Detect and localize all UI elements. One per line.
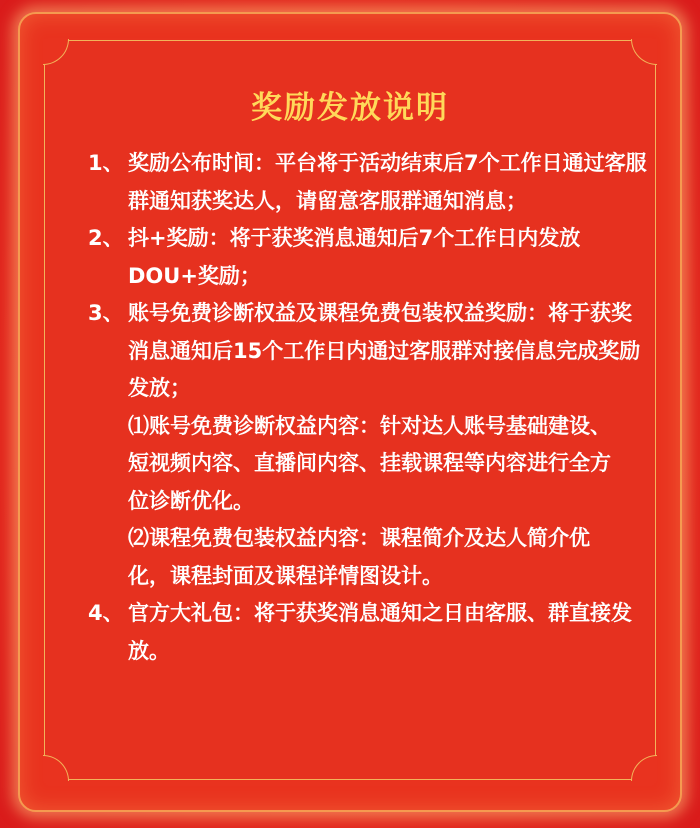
list-item [88,145,648,220]
list-item [88,595,648,670]
item-number: 1、 [88,151,124,175]
item-number: 3、 [88,301,124,325]
list-item [88,295,648,408]
item-text: 账号免费诊断权益及课程免费包装权益奖励：将于获奖消息通知后15个工作日内通过客服群对接信息完成奖励发放； [128,301,641,400]
sub-item: ⑵课程免费包装权益内容：课程简介及达人简介优化，课程封面及课程详情图设计。 [128,526,590,588]
list-item [88,220,648,295]
item-text: 奖励公布时间：平台将于活动结束后7个工作日通过客服群通知获奖达人，请留意客服群通知消息； [128,151,647,213]
corner-notch [631,39,657,65]
item-number: 2、 [88,226,124,250]
item-text: 抖+奖励：将于获奖消息通知后7个工作日内发放DOU+奖励； [128,226,581,288]
item-number: 4、 [88,601,124,625]
corner-notch [631,755,657,781]
sub-item: ⑴账号免费诊断权益内容：针对达人账号基础建设、短视频内容、直播间内容、挂载课程等内容进行全方位诊断优化。 [128,413,611,513]
corner-notch [43,755,69,781]
item-text: 官方大礼包：将于获奖消息通知之日由客服、群直接发放。 [128,601,632,663]
rules-list [88,145,648,670]
page-title: 奖励发放说明 [251,90,449,126]
corner-notch [43,39,69,65]
